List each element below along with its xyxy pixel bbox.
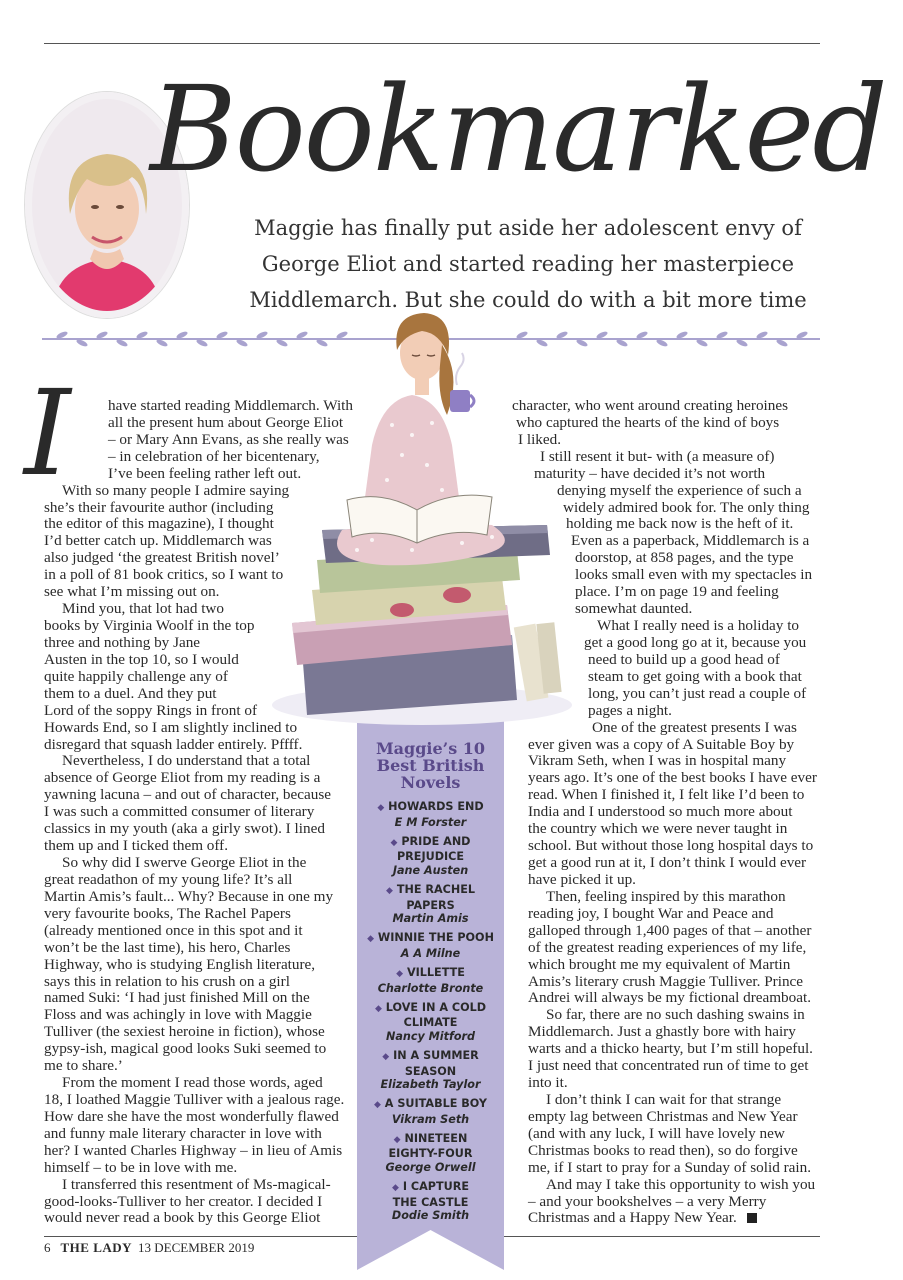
- text-line: Amis’s literary crush Maggie Tulliver. Prince: [528, 973, 804, 990]
- issue-date: 13 DECEMBER 2019: [138, 1240, 255, 1255]
- text-line: read. When I finished it, I felt like I’d been to: [528, 786, 805, 803]
- text-line: years ago. It’s one of the best books I have ever: [528, 769, 817, 786]
- text-line: Middlemarch. Just a ghastly bore with hairy: [528, 1023, 796, 1040]
- novel-title-line2: PREJUDICE: [396, 850, 464, 864]
- top-rule: [44, 43, 820, 44]
- novel-author: Elizabeth Taylor: [380, 1078, 481, 1092]
- text-line: which brought me my equivalent of Martin: [528, 956, 791, 973]
- text-line: I liked.: [518, 431, 562, 448]
- text-line: and funny male literary character in love with: [44, 1125, 322, 1142]
- novel-title: ◆ A SUITABLE BOY: [373, 1097, 488, 1111]
- text-line: of the greatest reading experiences of my life,: [528, 939, 807, 956]
- list-item: [357, 800, 504, 829]
- text-line: So far, there are no such dashing swains in: [546, 1006, 805, 1023]
- bottom-rule-left: [44, 1236, 357, 1237]
- novel-title: ◆ PRIDE AND: [390, 834, 471, 848]
- diamond-bullet-icon: ◆: [393, 1134, 401, 1145]
- text-line: place. I’m on page 19 and feeling: [575, 583, 779, 600]
- text-line: the editor of this magazine), I thought: [44, 515, 274, 532]
- text-line: have started reading Middlemarch. With: [108, 397, 353, 414]
- diamond-bullet-icon: ◆: [392, 1183, 399, 1194]
- text-line: looks small even with my spectacles in: [575, 566, 813, 583]
- novel-title-line2: CLIMATE: [403, 1016, 458, 1030]
- page-title: Bookmarked: [150, 60, 886, 198]
- novel-title: ◆ WINNIE THE POOH: [367, 931, 494, 945]
- text-line: (already mentioned once in this spot and it: [44, 922, 303, 939]
- text-line: Howards End, so I am slightly inclined to: [44, 719, 298, 736]
- list-item: [357, 966, 504, 995]
- text-line: I’ve been feeling rather left out.: [108, 465, 302, 482]
- text-line: Nevertheless, I do understand that a total: [62, 752, 311, 769]
- text-line: Andrei will always be my fictional dreamboat.: [528, 989, 811, 1006]
- text-line: won’t be the last time), his hero, Charles: [44, 939, 291, 956]
- novel-author: Vikram Seth: [391, 1112, 470, 1126]
- text-line: galloped through 1,400 pages of that – another: [528, 922, 812, 939]
- text-line: 18, I loathed Maggie Tulliver with a jealous rage.: [44, 1091, 345, 1108]
- list-item: [357, 1001, 504, 1044]
- text-line: Then, feeling inspired by this marathon: [546, 888, 786, 905]
- novel-title: ◆ IN A SUMMER: [382, 1048, 479, 1062]
- text-line: see what I’m missing out on.: [44, 583, 220, 600]
- novel-author: Martin Amis: [392, 912, 469, 926]
- list-item: [357, 883, 504, 926]
- text-line: absence of George Eliot from my reading is a: [44, 769, 321, 786]
- standfirst-line: Maggie has finally put aside her adolescent envy of: [254, 216, 802, 240]
- text-line: I just need that concentrated run of time to get: [528, 1057, 809, 1074]
- text-line: And may I take this opportunity to wish you: [546, 1176, 816, 1193]
- novel-author: Jane Austen: [392, 863, 469, 877]
- text-line: Lord of the soppy Rings in front of: [44, 702, 258, 719]
- text-line: ever given was a copy of A Suitable Boy by: [528, 736, 795, 753]
- text-line: doorstop, at 858 pages, and the type: [575, 549, 794, 566]
- list-item: [357, 931, 504, 960]
- list-item: [357, 1049, 504, 1092]
- text-line: Floss and was achingly in love with Maggie: [44, 1006, 312, 1023]
- text-line: I transferred this resentment of Ms-magical-: [62, 1176, 331, 1193]
- text-line: somewhat daunted.: [575, 600, 693, 617]
- novel-author: E M Forster: [394, 815, 467, 829]
- text-line: books by Virginia Woolf in the top: [44, 617, 255, 634]
- text-line: classics in my youth (aka a girly swot). I lined: [44, 820, 325, 837]
- page-number: 6: [44, 1240, 51, 1255]
- standfirst-line: Middlemarch. But she could do with a bit more time: [249, 288, 807, 312]
- text-line: – or Mary Ann Evans, as she really was: [108, 431, 349, 448]
- diamond-bullet-icon: ◆: [382, 1051, 390, 1062]
- sidebar-title-line: Best British: [376, 756, 485, 775]
- novel-title: ◆ I CAPTURE: [392, 1180, 469, 1194]
- text-line: who captured the hearts of the kind of boys: [516, 414, 780, 431]
- text-line: Highway, who is studying English literature,: [44, 956, 316, 973]
- text-line: What I really need is a holiday to: [597, 617, 800, 634]
- list-item: [357, 835, 504, 878]
- novel-title-line2: EIGHTY-FOUR: [388, 1147, 473, 1161]
- text-line: three and nothing by Jane: [44, 634, 201, 651]
- text-line: disregard that squash ladder entirely. Pffff.: [44, 736, 303, 753]
- diamond-bullet-icon: ◆: [390, 837, 398, 848]
- sidebar-novel-list: [357, 800, 504, 1228]
- text-line: I’d better catch up. Middlemarch was: [44, 532, 272, 549]
- text-line: With so many people I admire saying: [62, 482, 290, 499]
- text-line: into it.: [528, 1074, 568, 1091]
- list-item: [357, 1097, 504, 1126]
- text-line: Tulliver (the sexiest heroine in fiction), whose: [44, 1023, 325, 1040]
- text-line: character, who went around creating heroines: [512, 397, 789, 414]
- text-line: empty lag between Christmas and New Year: [528, 1108, 798, 1125]
- novel-title: ◆ THE RACHEL: [386, 882, 475, 896]
- novel-title-line2: THE CASTLE: [392, 1195, 469, 1209]
- novel-author: Dodie Smith: [391, 1209, 470, 1223]
- text-line: One of the greatest presents I was: [592, 719, 797, 736]
- list-item: [357, 1132, 504, 1175]
- text-line: Austen in the top 10, so I would: [44, 651, 239, 668]
- text-line: good-looks-Tulliver to her creator. I decided I: [44, 1193, 323, 1210]
- text-line: I was such a committed consumer of literary: [44, 803, 315, 820]
- text-line: widely admired book for. The only thing: [563, 499, 810, 516]
- text-line: – in celebration of her bicentenary,: [108, 448, 320, 465]
- text-line: Mind you, that lot had two: [62, 600, 224, 617]
- novel-title: ◆ LOVE IN A COLD: [374, 1000, 487, 1014]
- text-line: From the moment I read those words, aged: [62, 1074, 323, 1091]
- text-line: she’s their favourite author (including: [44, 499, 274, 516]
- text-line: holding me back now is the heft of it.: [566, 515, 794, 532]
- text-line: yawning lacuna – and out of character, because: [44, 786, 331, 803]
- sidebar-title-line: Maggie’s 10: [375, 739, 486, 758]
- text-line: long, you can’t just read a couple of: [588, 685, 807, 702]
- text-line: them to a duel. And they put: [44, 685, 217, 702]
- text-line: school. But without those long hospital days to: [528, 837, 814, 854]
- reading-woman-illustration: [262, 305, 572, 730]
- text-line: – and your bookshelves – a very Merry: [528, 1193, 767, 1210]
- novel-author: Nancy Mitford: [385, 1029, 476, 1043]
- text-line: [528, 1210, 757, 1227]
- text-line: pages a night.: [588, 702, 672, 719]
- text-line: Martin Amis’s fault... Why? Because in one my: [44, 888, 334, 905]
- diamond-bullet-icon: ◆: [373, 1100, 381, 1111]
- text-line: also judged ‘the greatest British novel’: [44, 549, 280, 566]
- list-item: [357, 1180, 504, 1223]
- text-line: says this in relation to his crush on a girl: [44, 973, 290, 990]
- text-line: would never read a book by this George Eliot: [44, 1209, 321, 1226]
- drop-cap: I: [24, 364, 71, 502]
- end-square-icon: [747, 1213, 757, 1223]
- text-line: get a good run at it, I don’t think I would ever: [528, 854, 807, 871]
- novel-title: ◆ VILLETTE: [396, 965, 465, 979]
- text-line: great readathon of my young life? It’s all: [44, 871, 293, 888]
- diamond-bullet-icon: ◆: [374, 1003, 382, 1014]
- sidebar-title: [357, 740, 504, 791]
- text-line: denying myself the experience of such a: [557, 482, 802, 499]
- novel-title: ◆ HOWARDS END: [377, 800, 484, 813]
- sidebar-title-line: Novels: [400, 773, 461, 792]
- text-line: need to build up a good head of: [588, 651, 780, 668]
- text-line: How dare she have the most wonderfully flawed: [44, 1108, 339, 1125]
- diamond-bullet-icon: ◆: [367, 934, 374, 945]
- diamond-bullet-icon: ◆: [377, 803, 385, 813]
- diamond-bullet-icon: ◆: [386, 885, 393, 896]
- novel-title-line2: SEASON: [404, 1064, 457, 1078]
- text-line-final: Christmas and a Happy New Year.: [528, 1209, 737, 1226]
- novel-author: A A Milne: [400, 946, 461, 960]
- text-line: steam to get going with a book that: [588, 668, 802, 685]
- text-line: Christmas books to read then), so do forgive: [528, 1142, 798, 1159]
- text-line: Vikram Seth, when I was in hospital many: [528, 752, 787, 769]
- text-line: gypsy-ish, magical good looks Suki seemed to: [44, 1040, 327, 1057]
- text-line: get a good long go at it, because you: [584, 634, 807, 651]
- novel-title: ◆ NINETEEN: [393, 1131, 468, 1145]
- text-line: quite happily challenge any of: [44, 668, 228, 685]
- text-line: So why did I swerve George Eliot in the: [62, 854, 307, 871]
- text-line: in a poll of 81 book critics, so I want to: [44, 566, 284, 583]
- text-line: himself – to be in love with me.: [44, 1159, 238, 1176]
- magazine-name: THE LADY: [60, 1240, 133, 1255]
- novel-author: Charlotte Bronte: [377, 981, 484, 995]
- text-line: reading joy, I bought War and Peace and: [528, 905, 774, 922]
- text-line: very favourite books, The Rachel Papers: [44, 905, 291, 922]
- novel-author: George Orwell: [385, 1161, 476, 1175]
- text-line: I still resent it but- with (a measure of): [540, 448, 775, 465]
- text-line: the country which we were never taught in: [528, 820, 788, 837]
- page-footer: [44, 1240, 254, 1256]
- novel-title-line2: PAPERS: [406, 898, 455, 912]
- text-line: me to share.’: [44, 1057, 123, 1074]
- text-line: India and I understood so much more about: [528, 803, 793, 820]
- text-line: all the present hum about George Eliot: [108, 414, 344, 431]
- standfirst: [238, 210, 818, 318]
- text-line: them up and I ticked them off.: [44, 837, 229, 854]
- text-line: her? I wanted Charles Highway – in lieu of Amis: [44, 1142, 343, 1159]
- text-line: Even as a paperback, Middlemarch is a: [571, 532, 810, 549]
- text-line: named Suki: ‘I had just finished Mill on the: [44, 989, 310, 1006]
- standfirst-line: George Eliot and started reading her masterpiece: [261, 252, 795, 276]
- text-line: I don’t think I can wait for that strange: [546, 1091, 782, 1108]
- diamond-bullet-icon: ◆: [396, 968, 404, 979]
- text-line: (and with any luck, I will have lovely new: [528, 1125, 785, 1142]
- text-line: have picked it up.: [528, 871, 636, 888]
- text-line: maturity – have decided it’s not worth: [534, 465, 766, 482]
- text-line: me, if I start to pray for a Sunday of solid rain.: [528, 1159, 812, 1176]
- bottom-rule-right: [504, 1236, 820, 1237]
- text-line: warts and a thicko hearty, but I’m still hopeful.: [528, 1040, 813, 1057]
